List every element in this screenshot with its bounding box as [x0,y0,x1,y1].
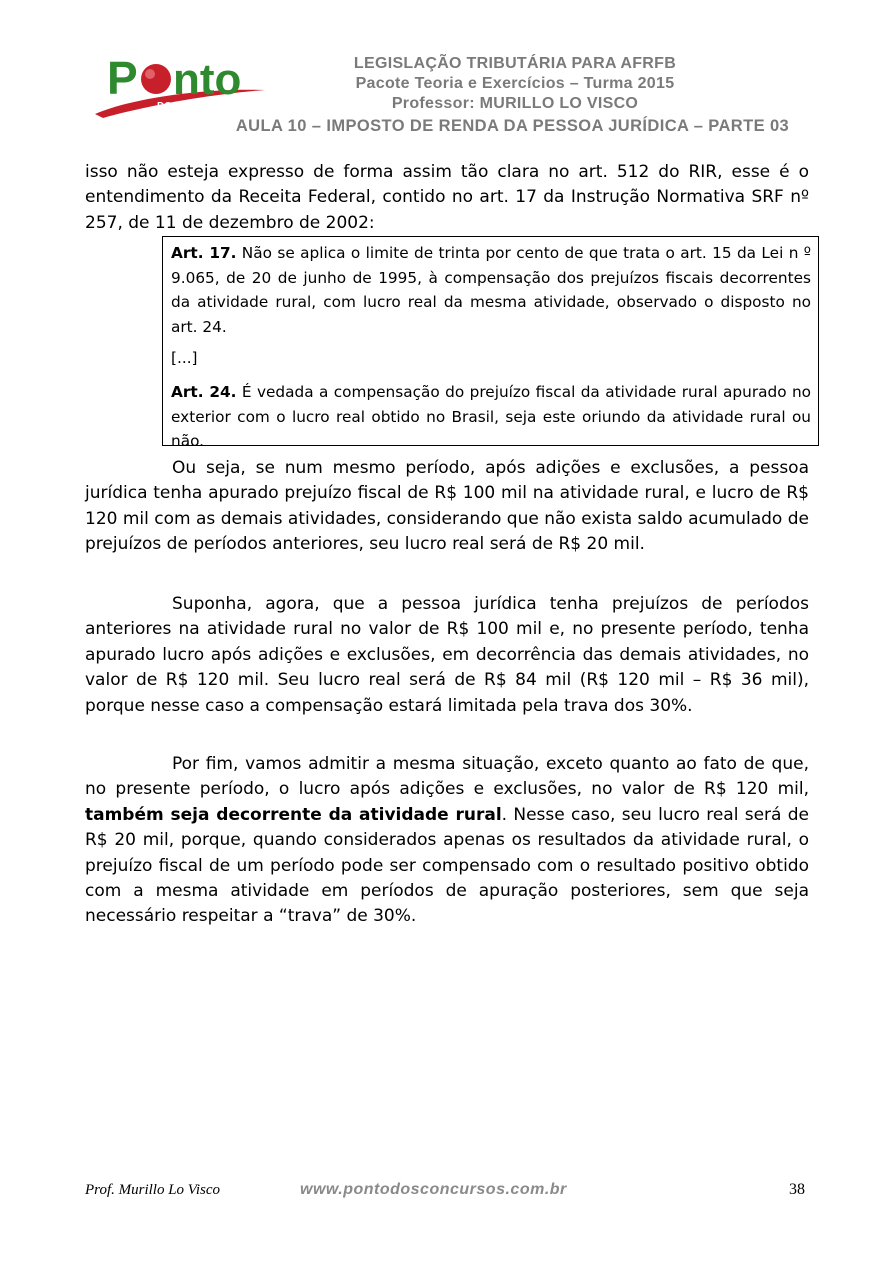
legal-quote-box [162,236,819,451]
page-number: 38 [789,1181,805,1198]
lesson-title: AULA 10 – IMPOSTO DE RENDA DA PESSOA JURÍDICA – PARTE 03 [235,117,790,135]
paragraph-1: Ou seja, se num mesmo período, após adições e exclusões, a pessoa jurídica tenha apurado prejuízo fiscal de R$ 100 mil na atividade rural, e lucro de R$ 120 mil com as demais atividades, considerando que não exista saldo acumulado de prejuízos de períodos anteriores, seu lucro real será de R$ 20 mil. [85,458,809,555]
footer-author: Prof. Murillo Lo Visco [85,1182,220,1198]
document-title: LEGISLAÇÃO TRIBUTÁRIA PARA AFRFB [353,55,677,72]
ponto-logo-icon [93,50,268,120]
art17-paragraph [171,241,811,339]
paragraph-2: Suponha, agora, que a pessoa jurídica tenha prejuízos de períodos anteriores na atividade rural no valor de R$ 100 mil e, no presente período, tenha apurado lucro após adições e exclusões, em decorrência das demais atividades, no valor de R$ 120 mil. Seu lucro real será de R$ 84 mil (R$ 120 mil – R$ 36 mil), porque nesse caso a compensação estará limitada pela trava dos 30%. [85,594,809,716]
document-subtitle: Pacote Teoria e Exercícios – Turma 2015 [355,75,675,92]
logo [93,50,268,120]
paragraph-3 [85,752,809,930]
intro-paragraph: isso não esteja expresso de forma assim tão clara no art. 512 do RIR, esse é o entendimento da Receita Federal, contido no art. 17 da Instrução Normativa SRF nº 257, de 11 de dezembro de 2002: [85,162,809,233]
art17-label: Art. 17. [171,244,237,262]
svg-text:P: P [107,52,138,104]
header-block [280,54,750,114]
paragraph-3-end: . Nesse caso, seu lucro real será de R$ 20 mil, porque, quando considerados apenas os resultados da atividade rural, o prejuízo fiscal de um período pode ser compensado com o resultado positivo obtido com a mesma atividade em períodos de apuração posteriores, sem que seja necessário respeitar a “trava” de 30%. [85,804,809,927]
professor-name: Professor: MURILLO LO VISCO [391,95,639,112]
svg-text:nto: nto [173,55,242,104]
art24-label: Art. 24. [171,382,237,401]
paragraph-3-start: Por fim, vamos admitir a mesma situação, exceto quanto ao fato de que, no presente período, o lucro após adições e exclusões, no valor de R$ 120 mil, [85,754,809,800]
ellipsis: [...] [171,349,198,368]
art17-text: Não se aplica o limite de trinta por cento de que trata o art. 15 da Lei n º 9.065, de 20 de junho de 1995, à compensação dos prejuízos fiscais decorrentes da atividade rural, com lucro real da mesma atividade, observado o disposto no art. 24. [171,244,811,336]
art24-text: É vedada a compensação do prejuízo fiscal da atividade rural apurado no exterior com o lucro real obtido no Brasil, seja este oriundo da atividade rural ou não. [171,382,812,451]
svg-text:DOS CONCURSOS: DOS CONCURSOS [157,101,247,112]
paragraph-3-bold: também seja decorrente da atividade rural [85,804,502,825]
footer-website[interactable]: www.pontodosconcursos.com.br [300,1181,567,1198]
art24-paragraph [171,380,811,454]
